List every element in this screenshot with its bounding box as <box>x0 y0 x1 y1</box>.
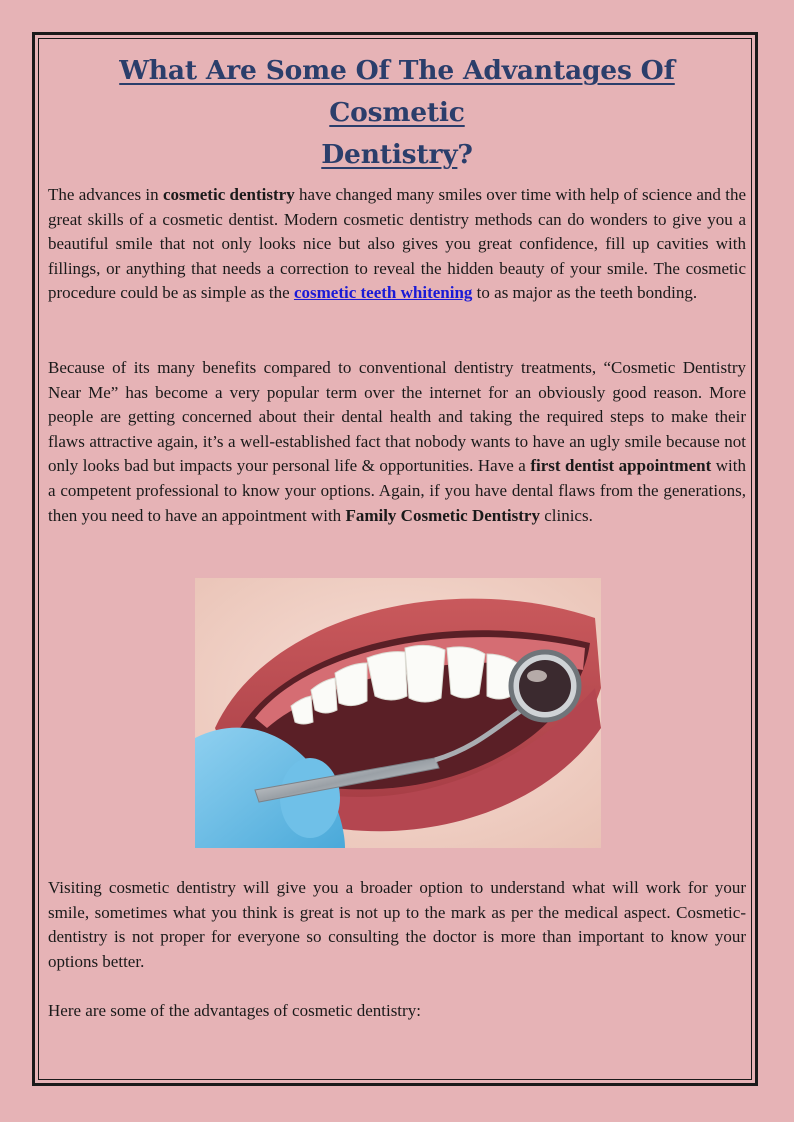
text-run: clinics. <box>539 505 593 525</box>
text-run: Because of its many benefits compared to conventional dentistry treatments, “Cosmetic Dentistry Near Me” has become a very popular term over the internet for an obviously good reason. More people are getting concerned about their dental health and taking the required steps to make their flaws attractive again, it’s a well-established fact that nobody wants to have an ugly smile because not only looks bad but impacts your personal life & opportunities. Have a <box>48 358 746 476</box>
dental-mirror-photo <box>195 578 601 848</box>
title-line-1: What Are Some Of The Advantages Of Cosmetic <box>119 55 675 128</box>
smile-illustration <box>195 578 601 848</box>
bold-cosmetic-dentistry: cosmetic dentistry <box>162 185 295 204</box>
bold-family-cosmetic-dentistry: Family Cosmetic Dentistry <box>345 505 540 525</box>
advantages-intro-line: Here are some of the advantages of cosmetic dentistry: <box>48 1001 421 1020</box>
benefits-paragraph <box>48 356 746 528</box>
bold-first-dentist-appointment: first dentist appointment <box>530 456 712 476</box>
text-run: The advances in <box>48 185 163 204</box>
title-line-2: Dentistry <box>321 139 458 170</box>
cosmetic-teeth-whitening-link[interactable]: cosmetic teeth whitening <box>293 283 473 303</box>
visiting-paragraph: Visiting cosmetic dentistry will give you a broader option to understand what will work for your smile, sometimes what you think is great is not up to the mark as per the medical aspect. Cosmetic-dentistry is not proper for everyone so consulting the doctor is more than important to know your options better. <box>48 878 746 971</box>
text-run: with a competent professional to know your options. Again, if you have dental flaws from the generations, then you need to have an appointment with <box>48 456 746 525</box>
title-question-mark: ? <box>457 139 473 170</box>
page-title <box>48 50 746 176</box>
intro-paragraph <box>48 183 746 306</box>
text-run: have changed many smiles over time with help of science and the great skills of a cosmetic dentist. Modern cosmetic dentistry methods can do wonders to give you a beautiful smile that not only looks nice but also gives you great confidence, fill up cavities with fillings, or anything that needs a correction to reveal the hidden beauty of your smile. The cosmetic procedure could be as simple as the <box>48 185 746 303</box>
text-run: to as major as the teeth bonding. <box>472 283 698 303</box>
